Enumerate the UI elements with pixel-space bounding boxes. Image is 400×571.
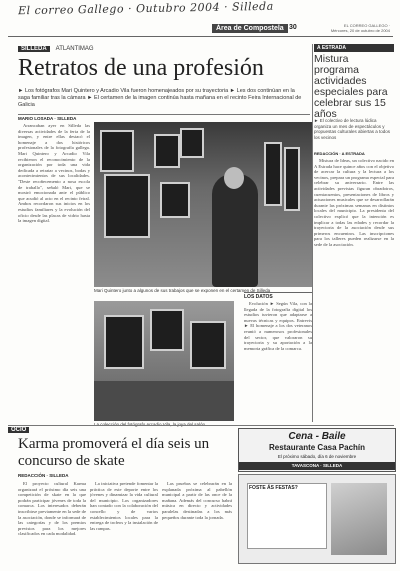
second-section-tag	[8, 427, 29, 433]
photographer-head	[224, 167, 244, 189]
photographer-figure	[212, 174, 258, 287]
exhibition-photo	[94, 301, 234, 421]
framed-portrait	[180, 128, 204, 158]
second-byline: REDACCIÓN · SILLEDA	[18, 473, 69, 478]
framed-portrait	[190, 321, 226, 369]
sidebar-article	[314, 44, 394, 424]
main-photo-caption: Mari Quintero junto a algunos de sus trabajos que se exponen en el certamen de Silleda	[94, 288, 271, 293]
sidebar-paragraph: Mistura de Ideas, un colectivo nacido en A Estrada hace quince años con el objetivo de acercar la cultura y la lectura a los vecinos, prepara un programa especial para celebrar su aniversario. Entre las actividades previstas figuran obradoiros, cuentacuentos, presentaciones de libros y actuaciones musicales que se desarrollarán durante las próximas semanas en distintos locales del municipio. La presidenta del colectivo explicó que la intención es implicar a todas las edades y recordar la trayectoria de la asociación desde sus primeros encuentros. Las inscripciones para los talleres pueden realizarse en la sede de la asociación.	[314, 158, 394, 247]
ad-restaurant: Restaurante Casa Pachín	[268, 443, 366, 452]
sidebar-body	[314, 158, 394, 420]
section-divider	[8, 425, 394, 426]
datos-heading: LOS DATOS	[244, 292, 312, 300]
article-paragraph: Arrancaban ayer en Silleda las diversas actividades de la feria de la imagen, y entre ellas destacó el homenaje a dos históricos profesionales de la fotografía gallega. Mari Quintero y Arcadio Vila recibieron el reconocimiento de la organización por toda una vida dedicada a retratar a vecinos, bodas y acontecimientos de sus localidades. "Deste recoñecemento a nosa escola de traballo", señaló Mari, que se mostró emocionada ante el público que acudió al acto en el recinto feiral. Ambos recordaron sus inicios en los estudios familiares y la evolución del oficio desde las placas de vidrio hasta la imagen digital.	[18, 123, 90, 224]
second-headline: Karma promoverá el día seis un concurso de skate	[18, 436, 210, 469]
framed-portrait	[154, 134, 180, 168]
section-tag	[18, 46, 100, 52]
display-table	[94, 381, 234, 421]
main-headline: Retratos de una profesión	[18, 55, 264, 81]
ad-photo	[331, 483, 387, 555]
subsection-name: ATLANTIMAG	[55, 46, 94, 52]
framed-portrait	[104, 315, 144, 369]
second-column-3	[162, 481, 232, 567]
ad-text-box	[247, 483, 327, 549]
restaurant-advertisement	[238, 428, 396, 472]
column-divider	[312, 44, 313, 422]
second-paragraph: El proyecto cultural Karma organizará el próximo día seis una competición de skate en la que podrán participar jóvenes de toda la comarca. Los interesados deberán inscribirse previamente en la sede de la asociación, donde se informará de las categorías y de los premios previstos para los mejores clasificados en cada modalidad.	[18, 481, 86, 537]
framed-portrait	[100, 130, 134, 172]
article-column-1	[18, 123, 90, 421]
datos-text: Evolución ► Según Vila, con la llegada de la fotografía digital los estudios tuvieron que adaptarse a nuevas técnicas y equipos. Entrevis ► El homenaje a los dos veteranos reunió a numerosos profesionales del sector, que valoraron su trayectoria y su aportación a la memoria gráfica de la comarca.	[244, 301, 312, 351]
sidebar-headline: Mistura programa actividades especiales para celebrar sus 15 años	[314, 53, 388, 120]
datos-box	[244, 301, 312, 421]
main-byline: MARIO LOSADA · SILLEDA	[18, 116, 77, 121]
page-number: 30	[289, 24, 297, 31]
framed-portrait	[264, 142, 282, 206]
framed-portrait	[104, 174, 150, 238]
second-paragraph: Las pruebas se celebrarán en la explanada próxima al pabellón municipal a partir de las once de la mañana. Además del concurso habrá música en directo y actividades paralelas destinadas a los más pequeños durante toda la jornada.	[162, 481, 232, 520]
ad-title: Cena - Baile	[288, 431, 346, 442]
second-column-1	[18, 481, 86, 567]
divider	[18, 114, 310, 115]
dateline: EL CORREO GALLEGO · Mércores, 20 de outubro de 2004	[330, 23, 390, 33]
second-section-name: OCIO	[8, 427, 29, 433]
second-column-2	[90, 481, 158, 567]
main-subhead: ► Los fotógrafos Mari Quintero y Arcadio Vila fueron homenajeados por su trayectoria ► Les dos continúan en la saga familiar tras la cámara ► El certamen de la imagen continúa hasta mañana en el recinto Feira Internacional de Galicia	[18, 88, 302, 108]
section-area-label: Área de Compostela	[212, 24, 288, 33]
framed-portrait	[150, 309, 184, 351]
sidebar-subhead: ► El colectivo de lectura lúdica organiza un mes de espectáculos y propuestas culturales abiertas a todos los vecinos	[314, 118, 391, 140]
section-name: SILLEDA	[18, 46, 50, 52]
sidebar-byline: REDACCIÓN · A ESTRADA	[314, 151, 365, 156]
second-paragraph: La iniciativa pretende fomentar la práctica de este deporte entre los jóvenes y dinamizar la vida cultural del municipio. Los organizadores han contado con la colaboración del concello y de varios establecimientos locales para la entrega de trofeos y la instalación de las rampas.	[90, 481, 158, 531]
sidebar-section-label: A ESTRADA	[314, 44, 394, 52]
framed-portrait	[284, 147, 300, 211]
photo-service-advertisement	[238, 474, 396, 564]
ad2-title: FOSTE ÁS FESTAS?	[249, 485, 298, 491]
handwritten-annotation: El correo Gallego · Outubro 2004 · Silleda	[17, 0, 274, 18]
main-photo	[94, 122, 312, 287]
framed-portrait	[160, 182, 190, 218]
ad-location: TAVASCONA · SILLEDA	[239, 462, 395, 470]
ad-date: El próximo sábado, día 6 de noviembre	[277, 454, 357, 459]
